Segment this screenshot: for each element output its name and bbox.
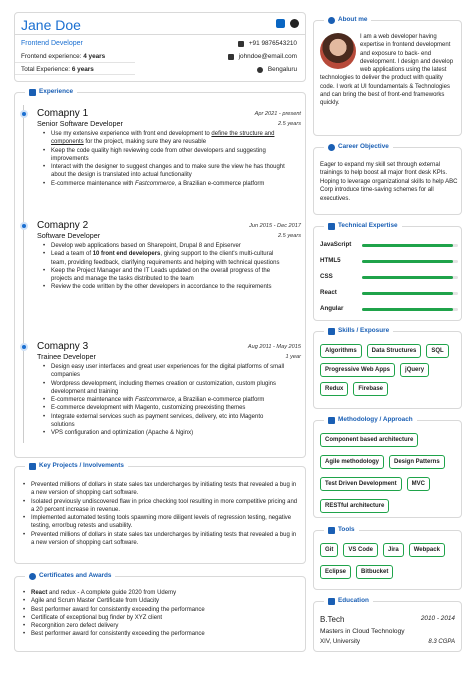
phone-icon: [238, 41, 244, 47]
tool-tag: Webpack: [409, 543, 445, 557]
list-item: • Best performer award for consistently exceeding the performance: [23, 606, 299, 614]
about-section: [313, 16, 462, 136]
list-item: • Review the code written by the other developers in accordance to the requirements: [43, 283, 288, 291]
skill-row: React: [320, 289, 458, 297]
section-title: Tools: [324, 526, 359, 535]
section-title: Skills / Exposure: [324, 327, 393, 336]
job-dates: Aug 2011 - May 2015: [247, 344, 301, 350]
method-tags: [320, 433, 460, 513]
skill-tag: Firebase: [353, 382, 388, 396]
projects-section: [14, 462, 306, 564]
wrench-icon: [328, 527, 335, 534]
job-bullets: [43, 242, 288, 292]
phone-contact: +91 9876543210: [238, 40, 297, 49]
timeline-dot: [20, 222, 28, 230]
flowchart-icon: [328, 417, 335, 424]
skill-bar: [362, 276, 458, 279]
list-item: • Interact with the designer to suggest changes and to make sure the view he has thought about the design is translated into actual functionality: [43, 163, 288, 180]
section-title: Methodology / Approach: [324, 416, 417, 425]
job-title: Senior Software Developer: [37, 119, 123, 128]
job-dates: Jun 2015 - Dec 2017: [249, 223, 301, 229]
list-item: • React and redux - A complete guide 2020 from Udemy: [23, 589, 299, 597]
lightbulb-icon: [328, 328, 335, 335]
list-item: • Keep the code quality high reviewing code from other developers and suggesting improvements: [43, 147, 288, 164]
certificates-section: [14, 572, 306, 652]
education-row: [320, 638, 455, 646]
target-icon: [328, 144, 335, 151]
award-icon: [29, 573, 36, 580]
list-item: • Agile and Scrum Master Certificate from Udacity: [23, 597, 299, 605]
method-tag: Design Patterns: [389, 455, 445, 469]
section-title: Experience: [25, 88, 77, 97]
section-title: Career Objective: [324, 143, 393, 152]
method-tag: Test Driven Development: [320, 477, 402, 491]
section-title: Key Projects / Involvements: [25, 462, 128, 471]
section-title: Technical Expertise: [324, 222, 402, 231]
objective-text: Eager to expand my skill set through external trainings to help boost all major front desk KPIs. Hoping to leverage organizational skills to help ABC Corp introduce time-saving schemes for all executives.: [320, 162, 458, 202]
skill-tag: Redux: [320, 382, 348, 396]
tool-tag: Eclipse: [320, 565, 351, 579]
github-icon[interactable]: [290, 19, 299, 28]
experience-section: [14, 88, 306, 458]
tools-tags: [320, 543, 460, 579]
skills-tags: [320, 344, 460, 396]
skill-bar: [362, 292, 458, 295]
method-tag: MVC: [407, 477, 430, 491]
building-icon: [328, 598, 335, 605]
company-name: Comapny 3: [37, 341, 89, 352]
skill-tag: SQL: [426, 344, 448, 358]
project-icon: [29, 463, 36, 470]
section-title: Education: [324, 597, 373, 606]
divider: [15, 62, 135, 63]
list-item: • Certificate of exceptional bug finder by XYZ client: [23, 614, 299, 622]
skill-row: Angular: [320, 305, 458, 313]
list-item: • VPS configuration and optimization (Apache & Nginx): [43, 429, 288, 437]
tool-tag: Git: [320, 543, 338, 557]
settings-icon: [328, 223, 335, 230]
tool-tag: Bitbucket: [356, 565, 393, 579]
divider: [15, 34, 305, 35]
job-title: Software Developer: [37, 231, 101, 240]
list-item: • Develop web applications based on Sharepoint, Drupal 8 and Episerver: [43, 242, 288, 250]
cgpa: 8.3 CGPA: [428, 639, 455, 645]
location-pin-icon: [257, 67, 263, 73]
frontend-experience: Frontend experience: 4 years: [21, 53, 106, 60]
company-name: Comapny 2: [37, 220, 89, 231]
section-title: Certificates and Awards: [25, 572, 115, 581]
skill-tag: Algorithms: [320, 344, 362, 358]
mail-icon: [228, 54, 234, 60]
social-links: [276, 19, 299, 28]
certificates-list: [23, 589, 299, 639]
timeline-dot: [20, 343, 28, 351]
skill-row: CSS: [320, 273, 458, 281]
user-icon: [328, 17, 335, 24]
objective-section: [313, 143, 462, 215]
list-item: • Prevented millions of dollars in state sales tax undercharges by initiating tests that revealed a bug in a new version of shopping cart software.: [23, 531, 299, 548]
tools-section: [313, 526, 462, 590]
job-dates: Apr 2021 - present: [254, 111, 301, 117]
list-item: • Wordpress development, including themes creation or customization, custom plugins development and training: [43, 380, 288, 397]
job-role: Frontend Developer: [21, 40, 83, 47]
education-row: [320, 615, 455, 626]
company-name: Comapny 1: [37, 108, 89, 119]
tool-tag: Jira: [383, 543, 404, 557]
candidate-name: Jane Doe: [21, 17, 81, 33]
list-item: • Best performer award for consistently exceeding the performance: [23, 630, 299, 638]
list-item: • Integrate external services such as payment services, delivery, etc into Magento solutions: [43, 413, 288, 430]
list-item: • E-commerce development with Magento, customizing preexisting themes: [43, 404, 288, 412]
list-item: • Lead a team of 10 front end developers, giving support to the client's multi-cultural team, providing feedback, clarifying requirements and helping with technical questions: [43, 250, 288, 267]
program: Masters in Cloud Technology: [320, 628, 405, 635]
method-tag: RESTful architecture: [320, 499, 389, 513]
timeline-line: [23, 105, 24, 443]
university: XIV, University: [320, 638, 361, 645]
skill-bar: [362, 244, 458, 247]
skill-row: JavaScript: [320, 241, 458, 249]
skill-bar: [362, 260, 458, 263]
list-item: • Implemented automated testing tools spawning more diligent levels of regression testing, negative testing, error/bug retests and usability.: [23, 514, 299, 531]
skills-section: [313, 327, 462, 409]
job-bullets: [43, 363, 288, 437]
method-tag: Agile methodology: [320, 455, 384, 469]
education-row: [320, 628, 455, 637]
job-duration: 2.5 years: [277, 233, 301, 239]
job-duration: 1 year: [285, 354, 301, 360]
job-duration: 2.5 years: [277, 121, 301, 127]
list-item: • Prevented millions of dollars in state sales tax undercharges by initiating tests that revealed a bug in a new version of shopping cart software.: [23, 481, 299, 498]
skill-row: HTML5: [320, 257, 458, 265]
job-title: Trainee Developer: [37, 352, 96, 361]
briefcase-icon: [29, 89, 36, 96]
degree: B.Tech: [320, 615, 345, 624]
header-card: [14, 12, 306, 82]
list-item: • Use my extensive experience with front end development to define the structure and components for the project, making sure they are reusable: [43, 130, 288, 147]
method-tag: Component based architecture: [320, 433, 418, 447]
total-experience: Total Experience: 6 years: [21, 66, 94, 73]
section-title: About me: [324, 16, 371, 25]
email-contact: johndoe@email.com: [228, 53, 297, 62]
tool-tag: VS Code: [343, 543, 378, 557]
skill-bar: [362, 308, 458, 311]
skill-tag: jQuery: [400, 363, 429, 377]
methodology-section: [313, 416, 462, 518]
job-bullets: [43, 130, 288, 188]
linkedin-icon[interactable]: [276, 19, 285, 28]
list-item: • E-commerce maintenance with Fastcommerce, a Brazilian e-commerce platform: [43, 180, 288, 188]
education-section: [313, 597, 462, 652]
list-item: • E-commerce maintenance with Fastcommerce, a Brazilian e-commerce platform: [43, 396, 288, 404]
list-item: • Keep the Project Manager and the IT Leads updated on the overall progress of the projects and manage the tasks distributed to the team: [43, 267, 288, 284]
timeline-dot: [20, 110, 28, 118]
list-item: • Design easy user interfaces and great user experiences for the digital platforms of small companies: [43, 363, 288, 380]
about-text: I am a web developer having expertise in frontend development and exposure to back- end development. I design and develop web applications using the latest technologies to deliver the product with quality code. I work at UI foundamentals & Technologies and can bring the best of front-end frameworks quickly.: [320, 34, 454, 107]
skill-tag: Data Structures: [367, 344, 422, 358]
projects-list: [23, 481, 299, 547]
education-years: 2010 - 2014: [420, 615, 455, 622]
list-item: • Isolated previously undiscovered flaw in price checking tool resulting in more competitive pricing and a 20 percent increase in revenue.: [23, 498, 299, 515]
location-contact: Bengaluru: [257, 66, 297, 75]
skill-tag: Progressive Web Apps: [320, 363, 395, 377]
technical-expertise-section: [313, 222, 462, 321]
list-item: • Recorgnition zero defect delivery: [23, 622, 299, 630]
